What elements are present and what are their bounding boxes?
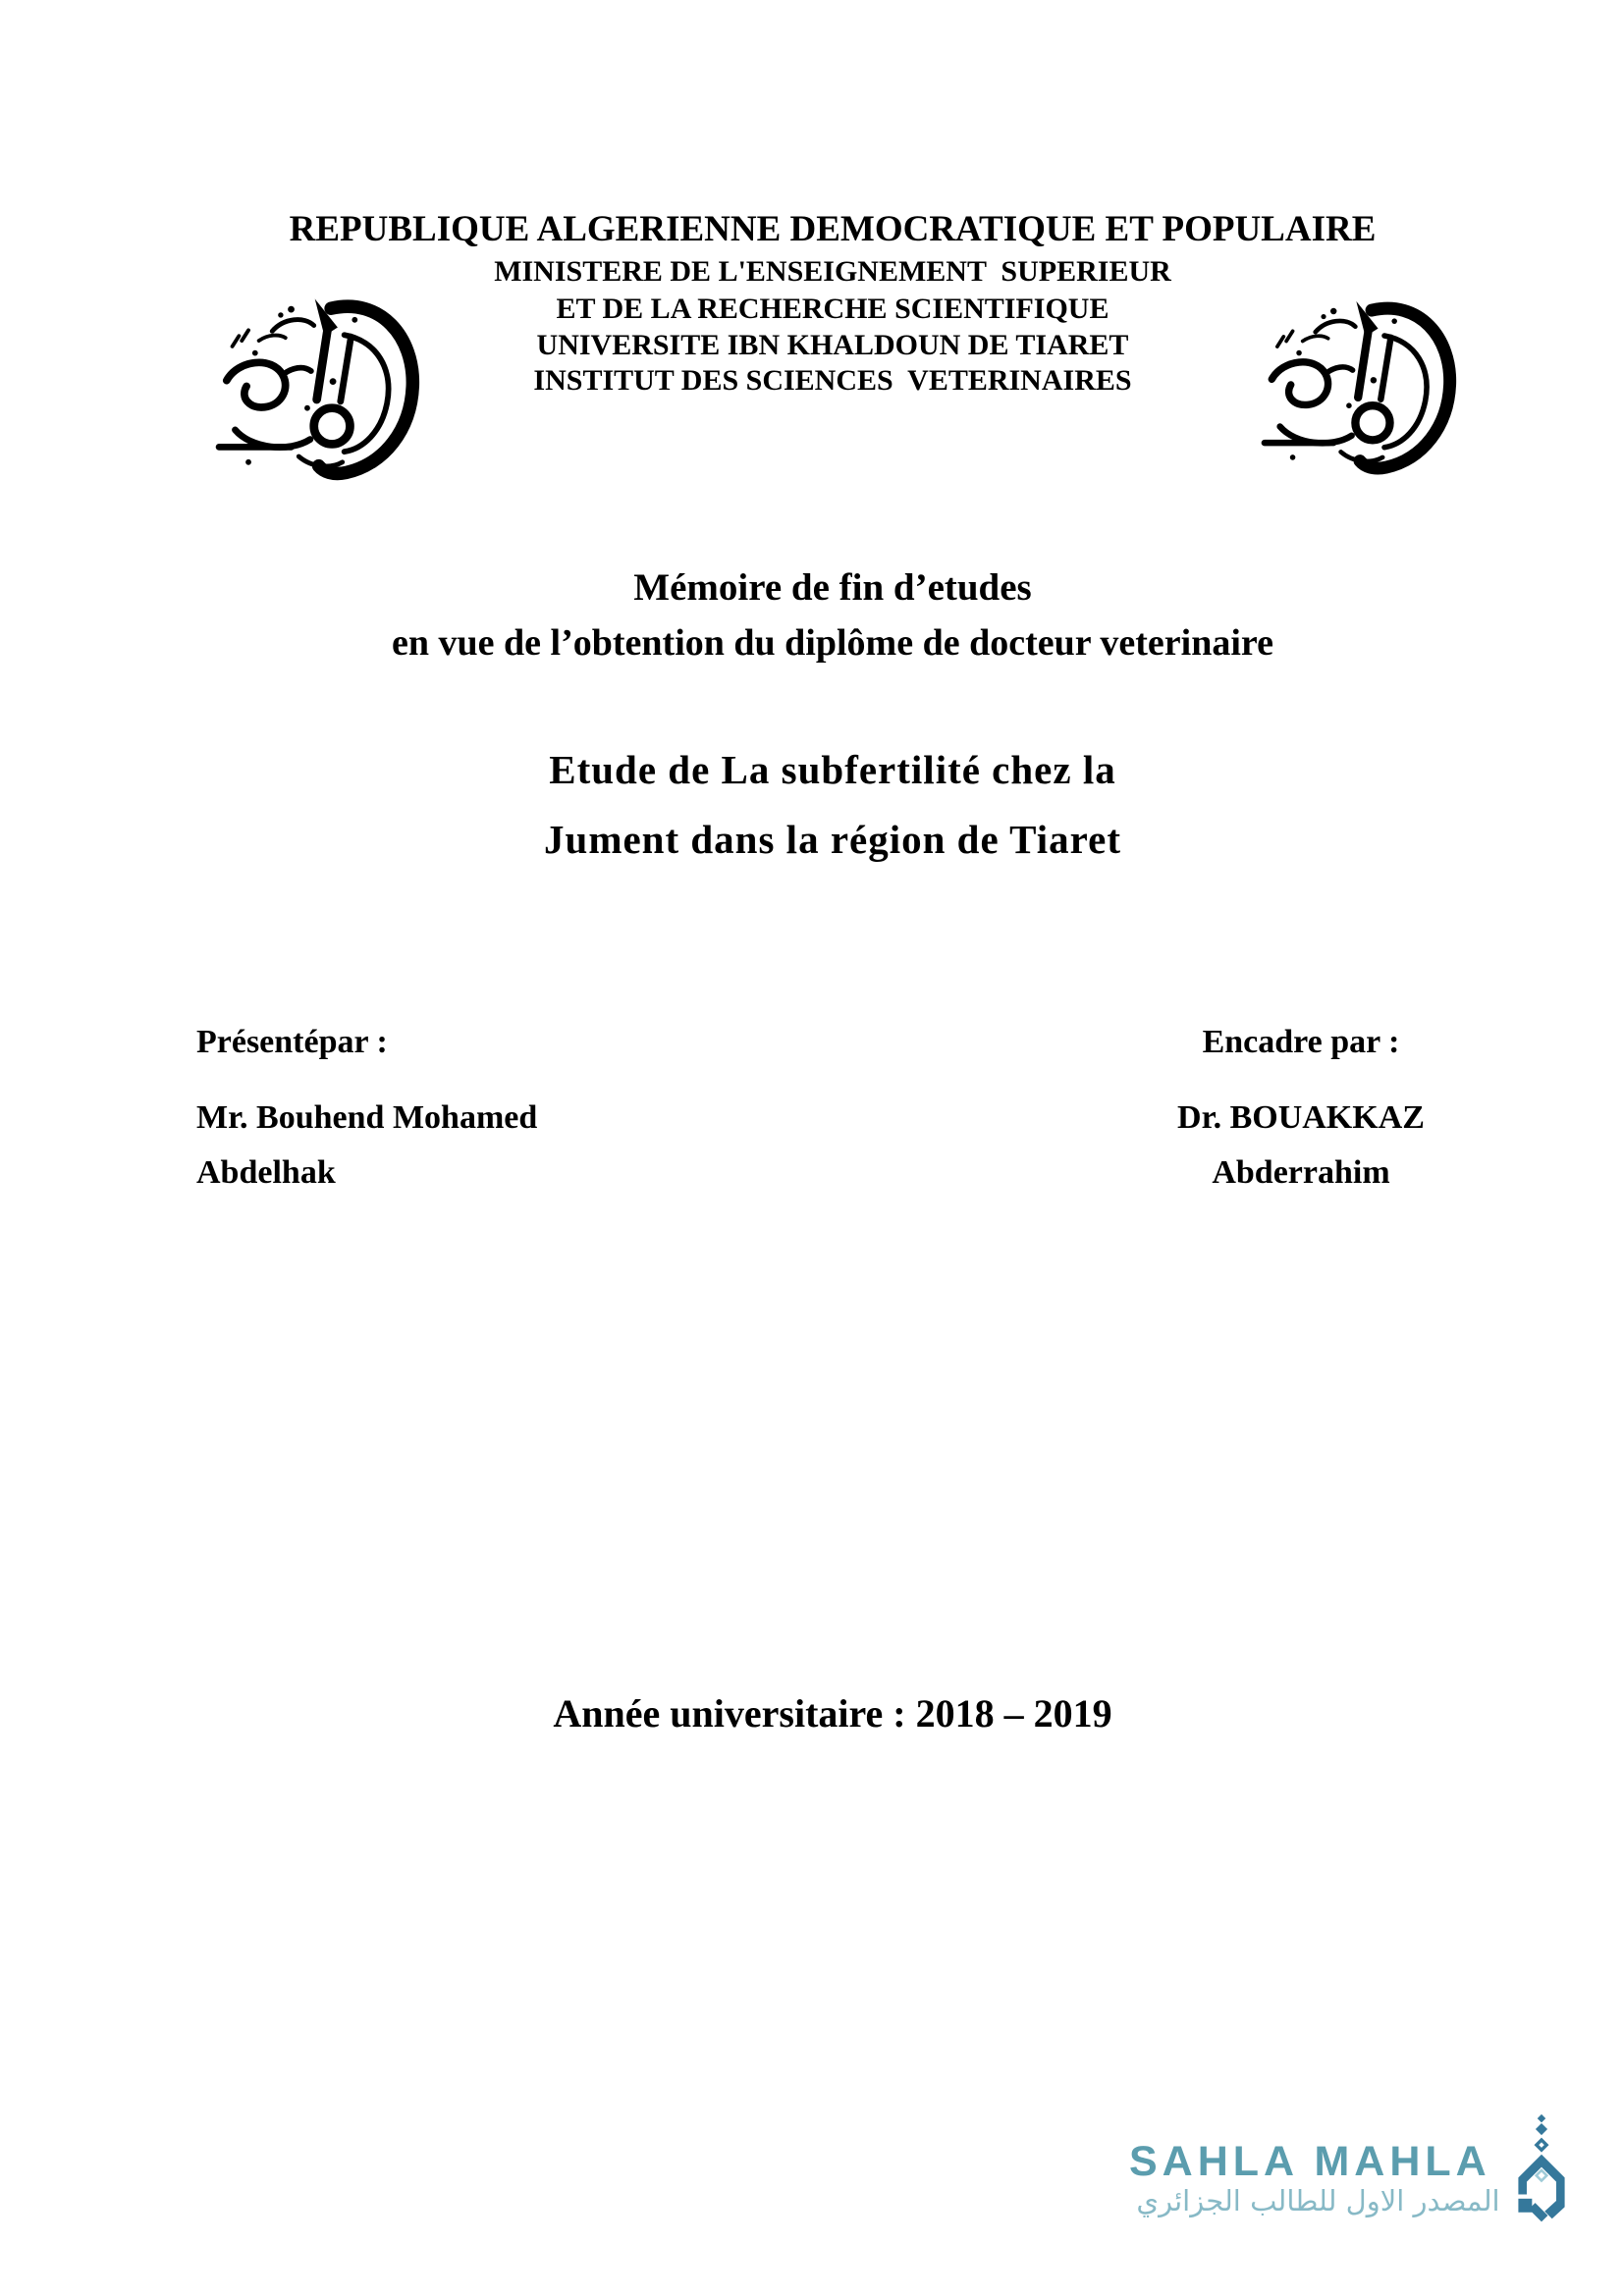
supervised-by-label: Encadre par : bbox=[1202, 1024, 1400, 1060]
sahla-mahla-brand-text: SAHLA MAHLA bbox=[1129, 2138, 1491, 2185]
student-name-line1: Mr. Bouhend Mohamed bbox=[196, 1099, 538, 1136]
header-research-line: ET DE LA RECHERCHE SCIENTIFIQUE bbox=[556, 293, 1109, 325]
sahla-mahla-emblem-icon bbox=[1509, 2114, 1574, 2230]
sahla-mahla-tagline: المصدر الاول للطالب الجزائري bbox=[1136, 2184, 1500, 2217]
thesis-title-line1: Etude de La subfertilité chez la bbox=[549, 747, 1116, 792]
header-university-line: UNIVERSITE IBN KHALDOUN DE TIARET bbox=[536, 329, 1129, 361]
thesis-title-line2: Jument dans la région de Tiaret bbox=[544, 817, 1121, 862]
header-republic-line: REPUBLIQUE ALGERIENNE DEMOCRATIQUE ET POPULAIRE bbox=[289, 209, 1377, 249]
student-name-line2: Abdelhak bbox=[196, 1154, 336, 1191]
header-institute-line: INSTITUT DES SCIENCES VETERINAIRES bbox=[533, 364, 1132, 397]
academic-year: Année universitaire : 2018 – 2019 bbox=[553, 1691, 1112, 1735]
degree-title-line2: en vue de l’obtention du diplôme de docteur veterinaire bbox=[392, 622, 1273, 664]
supervisor-name-line2: Abderrahim bbox=[1212, 1154, 1390, 1191]
degree-title-line1: Mémoire de fin d’etudes bbox=[633, 566, 1032, 609]
university-logo-left-icon bbox=[192, 285, 420, 486]
university-logo-right-icon bbox=[1239, 286, 1457, 482]
supervisor-name-line1: Dr. BOUAKKAZ bbox=[1177, 1099, 1425, 1136]
presented-by-label: Présentépar : bbox=[196, 1024, 388, 1060]
header-ministry-line: MINISTERE DE L'ENSEIGNEMENT SUPERIEUR bbox=[494, 255, 1171, 288]
